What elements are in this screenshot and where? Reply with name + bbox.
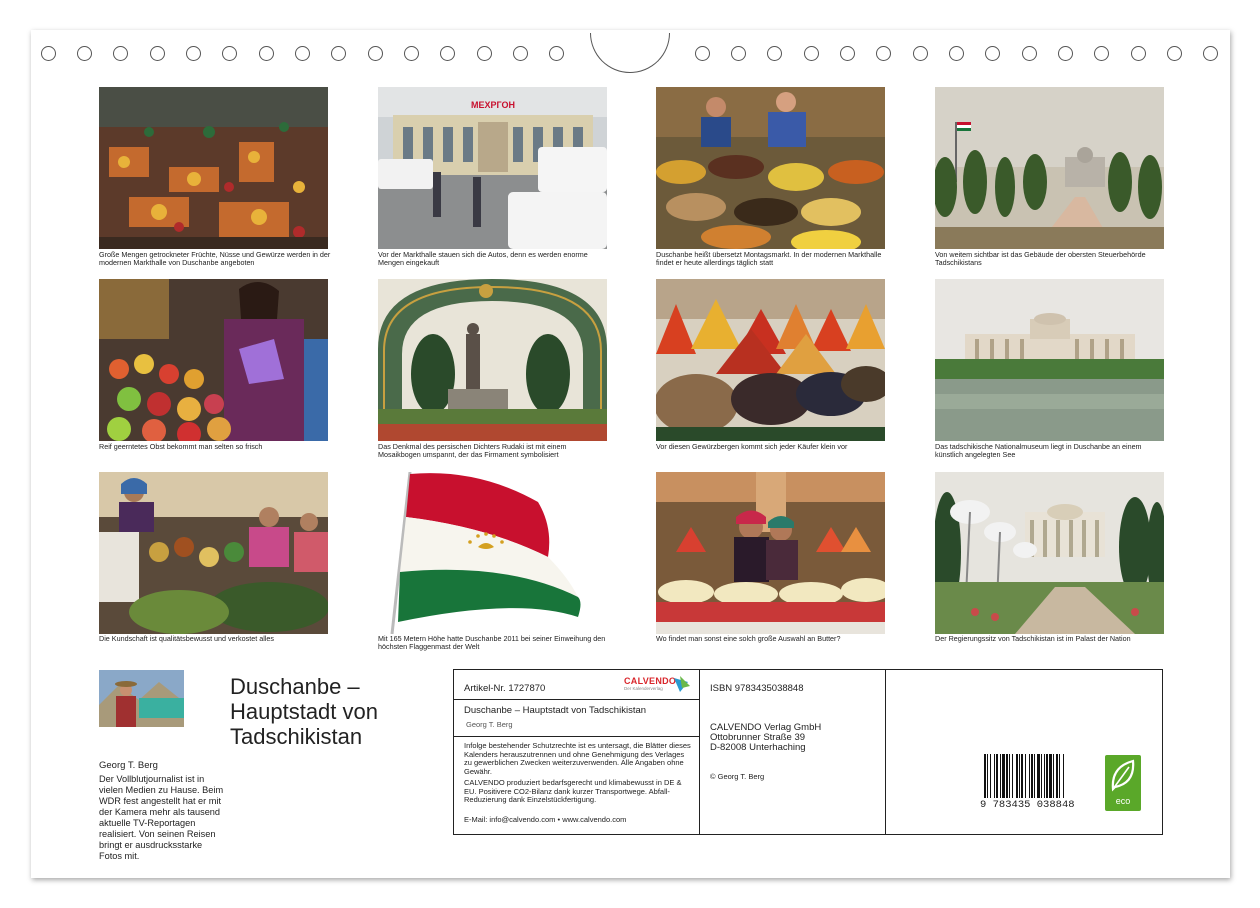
barcode-digit-lead: 9 xyxy=(980,799,987,811)
photo-tajik-flag xyxy=(378,472,607,634)
calvendo-logo-icon xyxy=(674,676,690,692)
author-photo xyxy=(99,670,184,727)
info-author-overlap: Georg T. Berg xyxy=(466,720,513,729)
binding-ring xyxy=(150,46,165,61)
photo-national-museum xyxy=(935,279,1164,441)
caption-9: Die Kundschaft ist qualitätsbewusst und verkostet alles xyxy=(99,634,274,643)
publisher-name: CALVENDO Verlag GmbH xyxy=(710,722,822,733)
publisher-city: D-82008 Unterhaching xyxy=(710,742,806,753)
binding-ring xyxy=(913,46,928,61)
binding-ring xyxy=(804,46,819,61)
binding-ring xyxy=(113,46,128,61)
publisher-street: Ottobrunner Straße 39 xyxy=(710,732,806,743)
binding-ring xyxy=(840,46,855,61)
calvendo-logo xyxy=(624,676,694,691)
eco-badge xyxy=(1105,755,1141,811)
barcode-bars xyxy=(980,754,1080,800)
binding-ring xyxy=(1058,46,1073,61)
barcode-digits-left: 783435 xyxy=(992,799,1031,811)
binding-ring xyxy=(41,46,56,61)
binding-ring xyxy=(186,46,201,61)
author-name: Georg T. Berg xyxy=(99,760,158,771)
binding-ring xyxy=(295,46,310,61)
binding-ring xyxy=(695,46,710,61)
binding-ring xyxy=(404,46,419,61)
caption-6: Das Denkmal des persischen Dichters Rudaki ist mit einem Mosaikbogen umspannt, der das Firmament symbolisiert xyxy=(378,442,567,460)
barcode-digits-right: 038848 xyxy=(1036,799,1075,811)
caption-4: Von weitem sichtbar ist das Gebäude der obersten Steuerbehörde Tadschikistans xyxy=(935,250,1146,268)
binding-ring xyxy=(222,46,237,61)
binding-ring xyxy=(77,46,92,61)
leaf-icon xyxy=(1105,755,1141,795)
caption-1: Große Mengen getrockneter Früchte, Nüsse und Gewürze werden in der modernen Markthalle von Duschanbe angeboten xyxy=(99,250,331,268)
binding-ring xyxy=(767,46,782,61)
caption-10: Mit 165 Metern Höhe hatte Duschanbe 2011 bei seiner Einweihung den höchsten Flaggenmast der Welt xyxy=(378,634,606,652)
binding-ring xyxy=(368,46,383,61)
contact-email: E-Mail: info@calvendo.com • www.calvendo.com xyxy=(464,815,627,824)
binding-ring xyxy=(549,46,564,61)
photo-spice-vendors xyxy=(656,87,885,249)
caption-8: Das tadschikische Nationalmuseum liegt in Duschanbe an einem künstlich angelegten See xyxy=(935,442,1142,460)
photo-market-hall-exterior xyxy=(378,87,607,249)
binding-ring xyxy=(1203,46,1218,61)
binding-ring xyxy=(331,46,346,61)
binding-ring xyxy=(985,46,1000,61)
photo-market-overhead xyxy=(99,87,328,249)
legal-notice: Infolge bestehender Schutzrechte ist es untersagt, die Blätter dieses Kalenders herauszutrennen und ohne Genehmigung des Verlages zu gewerblichen Zwecken weiterzuverwenden. Alle Angaben ohne Gewähr. xyxy=(464,741,691,776)
binding-ring xyxy=(477,46,492,61)
eco-notice: CALVENDO produziert bedarfsgerecht und klimabewusst in DE & EU. Positivere CO2-Bilanz dank kurzer Transportwege. Abfall-Reduzierung dank Einzelstückfertigung. xyxy=(464,778,682,805)
binding-ring xyxy=(949,46,964,61)
caption-3: Duschanbe heißt übersetzt Montagsmarkt. In der modernen Markthalle findet er heute allerdings täglich statt xyxy=(656,250,882,268)
isbn-barcode xyxy=(980,754,1080,814)
caption-2: Vor der Markthalle stauen sich die Autos, denn es werden enorme Mengen eingekauft xyxy=(378,250,588,268)
photo-tax-building xyxy=(935,87,1164,249)
author-bio: Der Vollblutjournalist ist in vielen Medien zu Hause. Beim WDR fest angestellt hat er mit der Kamera mehr als tausend aktuelle TV-Reportagen realisiert. Von seinen Reisen bringt er ausdrucksstarke Fotos mit. xyxy=(99,774,224,861)
photo-customers-tasting xyxy=(99,472,328,634)
binding-ring xyxy=(1094,46,1109,61)
copyright: © Georg T. Berg xyxy=(710,772,765,781)
binding-ring xyxy=(1022,46,1037,61)
article-number: Artikel-Nr. 1727870 xyxy=(464,683,546,694)
info-title: Duschanbe – Hauptstadt von Tadschikistan xyxy=(464,705,647,716)
caption-12: Der Regierungssitz von Tadschikistan ist im Palast der Nation xyxy=(935,634,1131,643)
calvendo-wordmark: CALVENDO xyxy=(624,676,677,686)
eco-label: eco xyxy=(1115,796,1131,806)
binding-ring xyxy=(440,46,455,61)
photo-rudaki-monument xyxy=(378,279,607,441)
caption-5: Reif geerntetes Obst bekommt man selten so frisch xyxy=(99,442,263,451)
calendar-title: Duschanbe – Hauptstadt von Tadschikistan xyxy=(230,674,378,749)
calvendo-tagline: Der Kalenderverlag xyxy=(624,686,663,691)
photo-fruit-vendor xyxy=(99,279,328,441)
caption-7: Vor diesen Gewürzbergen kommt sich jeder Käufer klein vor xyxy=(656,442,848,451)
binding-ring xyxy=(876,46,891,61)
hall-sign: МЕХРГОН xyxy=(471,100,515,110)
binding-ring xyxy=(1167,46,1182,61)
binding-ring xyxy=(731,46,746,61)
binding-ring xyxy=(513,46,528,61)
info-hline-1 xyxy=(453,699,700,700)
photo-palace-of-nation xyxy=(935,472,1164,634)
caption-11: Wo findet man sonst eine solch große Auswahl an Butter? xyxy=(656,634,841,643)
isbn: ISBN 9783435038848 xyxy=(710,683,804,694)
photo-butter-sellers xyxy=(656,472,885,634)
binding-ring xyxy=(1131,46,1146,61)
binding-ring xyxy=(259,46,274,61)
info-hline-2 xyxy=(453,736,700,737)
photo-spice-mountains xyxy=(656,279,885,441)
